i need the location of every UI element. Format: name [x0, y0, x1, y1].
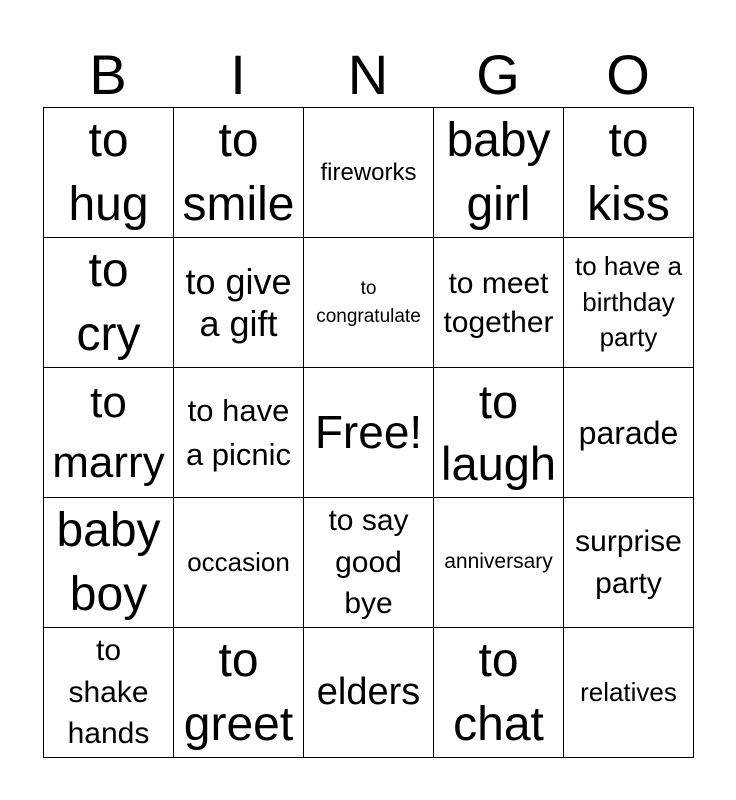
cell-label: to give a gift — [185, 261, 292, 344]
header-letter-n: N — [347, 43, 389, 106]
bingo-cell[interactable] — [434, 108, 564, 238]
cell-label: to hug — [68, 113, 149, 231]
cell-label: baby boy — [56, 503, 161, 621]
cell-label: anniversary — [444, 550, 553, 574]
bingo-cell[interactable] — [434, 238, 564, 368]
bingo-cell[interactable] — [304, 238, 434, 368]
bingo-cell[interactable] — [564, 238, 694, 368]
cell-label: to have a birthday party — [575, 251, 682, 353]
cell-label: to have a picnic — [185, 393, 292, 472]
cell-label: fireworks — [320, 158, 417, 186]
cell-label: to smile — [182, 113, 295, 231]
bingo-cell[interactable] — [564, 108, 694, 238]
bingo-cell[interactable] — [564, 368, 694, 498]
bingo-cell[interactable] — [44, 628, 174, 758]
cell-label: relatives — [580, 676, 677, 707]
bingo-cell[interactable] — [44, 368, 174, 498]
bingo-cell[interactable] — [304, 498, 434, 628]
bingo-cell[interactable] — [174, 368, 304, 498]
cell-label: to kiss — [587, 113, 670, 231]
bingo-cell[interactable] — [174, 238, 304, 368]
bingo-board — [43, 107, 694, 758]
bingo-cell[interactable] — [564, 628, 694, 758]
bingo-cell[interactable] — [434, 628, 564, 758]
bingo-cell[interactable] — [174, 498, 304, 628]
bingo-cell[interactable] — [304, 108, 434, 238]
cell-label: to marry — [52, 378, 165, 487]
header-letter-g: G — [476, 43, 520, 106]
cell-label: baby girl — [446, 113, 551, 231]
header-letter-i: I — [230, 43, 246, 106]
cell-label: to say good bye — [328, 504, 409, 621]
cell-label: to shake hands — [67, 634, 150, 751]
bingo-cell[interactable] — [434, 498, 564, 628]
cell-label: to congratulate — [316, 277, 421, 327]
bingo-cell[interactable] — [174, 108, 304, 238]
cell-label: to laugh — [441, 375, 556, 490]
bingo-header — [43, 42, 693, 108]
cell-label: to chat — [453, 633, 544, 751]
bingo-cell[interactable] — [44, 238, 174, 368]
cell-label: Free! — [314, 405, 423, 458]
bingo-cell[interactable] — [174, 628, 304, 758]
cell-label: to meet together — [443, 266, 554, 339]
cell-label: parade — [578, 414, 679, 451]
bingo-cell[interactable] — [304, 628, 434, 758]
cell-label: elders — [316, 670, 421, 713]
bingo-cell[interactable] — [434, 368, 564, 498]
bingo-cell[interactable] — [44, 108, 174, 238]
cell-label: to greet — [183, 633, 294, 751]
header-letter-o: O — [606, 43, 650, 106]
cell-label: to cry — [76, 243, 141, 361]
header-letter-b: B — [89, 43, 127, 106]
bingo-cell[interactable] — [564, 498, 694, 628]
bingo-cell[interactable] — [304, 368, 434, 498]
bingo-cell[interactable] — [44, 498, 174, 628]
cell-label: occasion — [187, 546, 290, 577]
cell-label: surprise party — [575, 525, 682, 600]
